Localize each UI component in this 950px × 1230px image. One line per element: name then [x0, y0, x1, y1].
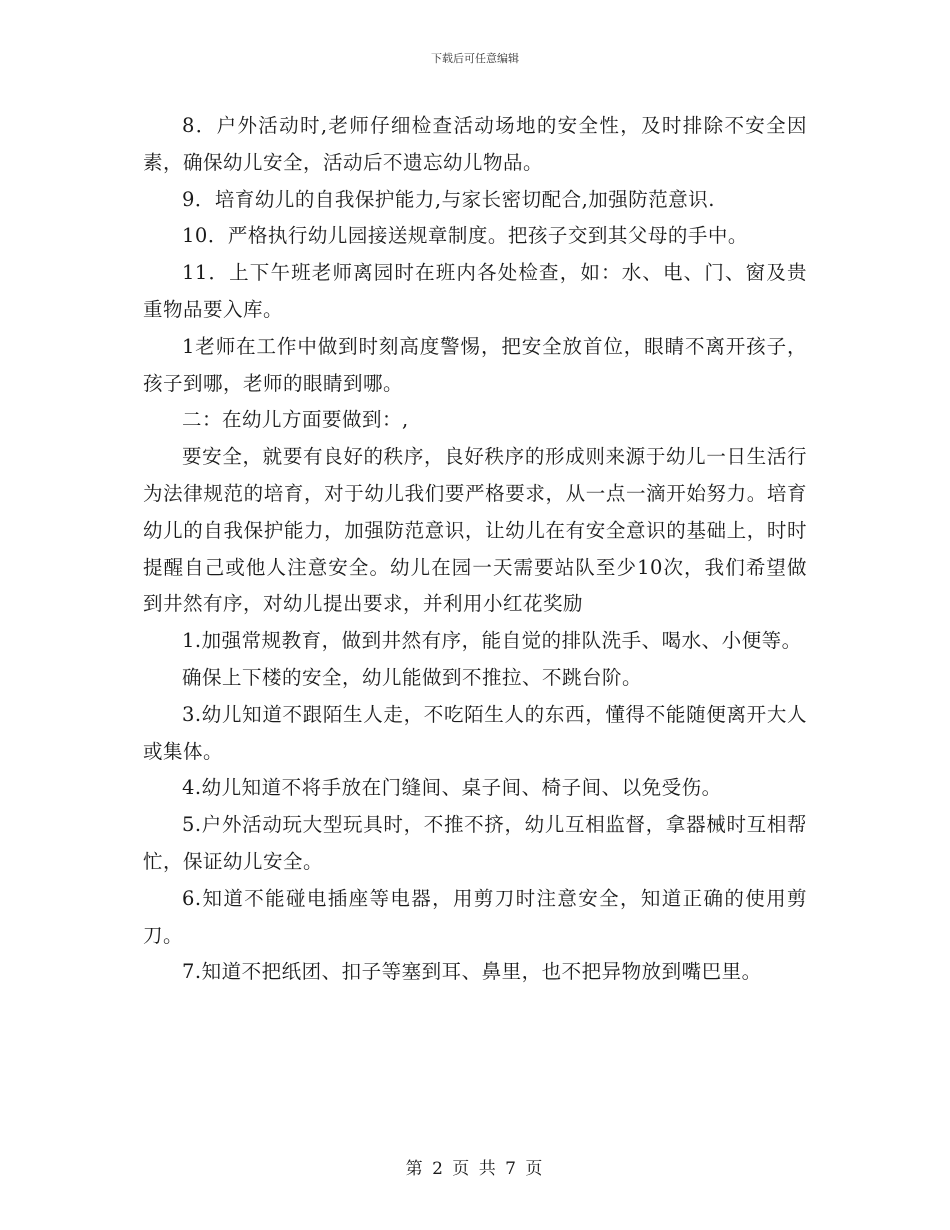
paragraph-item-9: 9．培育幼儿的自我保护能力,与家长密切配合,加强防范意识. [182, 187, 716, 211]
paragraph-child-item-4: 4.幼儿知道不将手放在门缝间、桌子间、椅子间、以免受伤。 [182, 776, 722, 800]
paragraph-child-item-7: 7.知道不把纸团、扣子等塞到耳、鼻里，也不把异物放到嘴巴里。 [182, 960, 762, 984]
paragraph-item-8: 8．户外活动时,老师仔细检查活动场地的安全性，及时排除不安全因素，确保幼儿安全，活动后不遗忘幼儿物品。 [143, 114, 807, 174]
paragraph-child-item-5: 5.户外活动玩大型玩具时，不推不挤，幼儿互相监督，拿器械时互相帮忙，保证幼儿安全。 [143, 813, 807, 873]
section-heading-children: 二：在幼儿方面要做到：, [182, 408, 409, 432]
paragraph-order-intro: 要安全，就要有良好的秩序，良好秩序的形成则来源于幼儿一日生活行为法律规范的培育，对于幼儿我们要严格要求，从一点一滴开始努力。培育幼儿的自我保护能力，加强防范意识，让幼儿在有安全意识的基础上，时时提醒自己或他人注意安全。幼儿在园一天需要站队至少10次，我们希望做到井然有序，对幼儿提出要求，并利用小红花奖励 [143, 445, 807, 616]
page-indicator: 第 2 页 共 7 页 [405, 1159, 545, 1179]
document-body [143, 108, 807, 991]
paragraph-child-item-3: 3.幼儿知道不跟陌生人走，不吃陌生人的东西，懂得不能随便离开大人或集体。 [143, 702, 807, 763]
paragraph-child-item-1: 1.加强常规教育，做到井然有序，能自觉的排队洗手、喝水、小便等。 [182, 629, 802, 653]
paragraph-item-10: 10．严格执行幼儿园接送规章制度。把孩子交到其父母的手中。 [182, 224, 748, 248]
paragraph-item-11: 11．上下午班老师离园时在班内各处检查，如：水、电、门、窗及贵重物品要入库。 [143, 261, 807, 321]
paragraph-child-item-6: 6.知道不能碰电插座等电器，用剪刀时注意安全，知道正确的使用剪刀。 [143, 886, 807, 947]
paragraph-teacher-vigilance: 1老师在工作中做到时刻高度警惕，把安全放首位，眼睛不离开孩子，孩子到哪，老师的眼睛到哪。 [143, 334, 807, 395]
paragraph-child-stairs: 确保上下楼的安全，幼儿能做到不推拉、不跳台阶。 [182, 665, 643, 689]
header-note: 下载后可任意编辑 [431, 52, 519, 65]
